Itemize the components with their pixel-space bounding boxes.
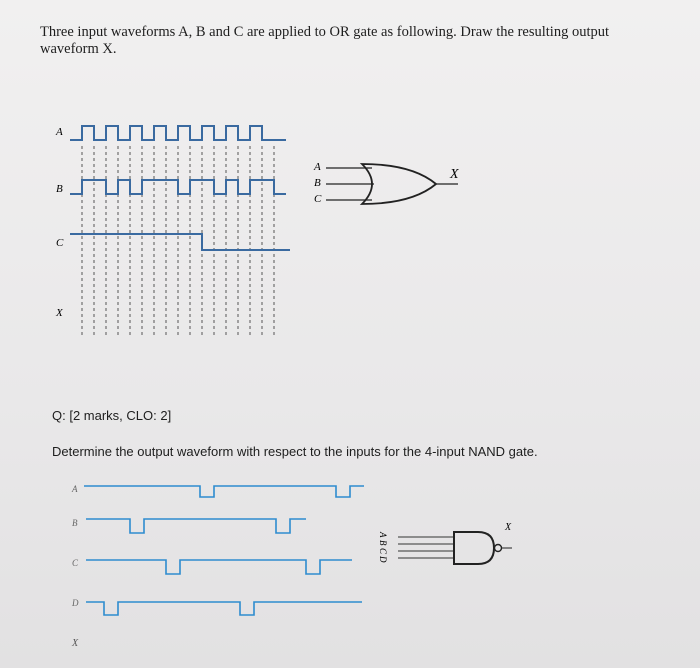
q1-gate-output-x: X <box>450 167 459 182</box>
q1-or-gate <box>313 161 459 205</box>
q1-label-x: X <box>56 307 63 319</box>
q2-wave-c <box>86 560 352 574</box>
q1-wave-b <box>70 180 286 194</box>
q2-label-x: X <box>72 638 79 649</box>
q2-label-a: A <box>72 484 78 494</box>
q2-gate-input-a: A <box>378 532 388 538</box>
q2-gate-input-b: B <box>378 540 388 546</box>
q2-label-b: B <box>72 518 78 528</box>
q1-label-b: B <box>56 183 63 195</box>
question-1-text: Three input waveforms A, B and C are applied to OR gate as following. Draw the resulting output waveform X. <box>40 24 609 57</box>
q1-label-a: A <box>56 126 63 138</box>
q2-nand-gate <box>378 522 512 564</box>
q2-gate-input-d: D <box>378 556 388 563</box>
q2-wave-a <box>84 486 364 497</box>
q2-label-d: D <box>72 598 79 608</box>
q2-label-c: C <box>72 558 79 568</box>
q2-gate-output-x: X <box>505 522 512 533</box>
q1-gate-input-a: A <box>314 161 321 173</box>
q1-gate-input-c: C <box>314 193 322 205</box>
q2-wave-d <box>86 602 362 615</box>
question-2-text: Determine the output waveform with respect to the inputs for the 4-input NAND gate. <box>52 444 538 459</box>
q2-wave-b <box>86 519 306 533</box>
q1-gate-input-b: B <box>314 177 321 189</box>
q1-timing-grid <box>82 146 274 336</box>
q1-wave-c <box>70 234 290 250</box>
q1-wave-a <box>70 126 286 140</box>
q1-label-c: C <box>56 237 64 249</box>
q2-gate-input-c: C <box>378 548 388 555</box>
question-2-header: Q: [2 marks, CLO: 2] <box>52 408 172 423</box>
